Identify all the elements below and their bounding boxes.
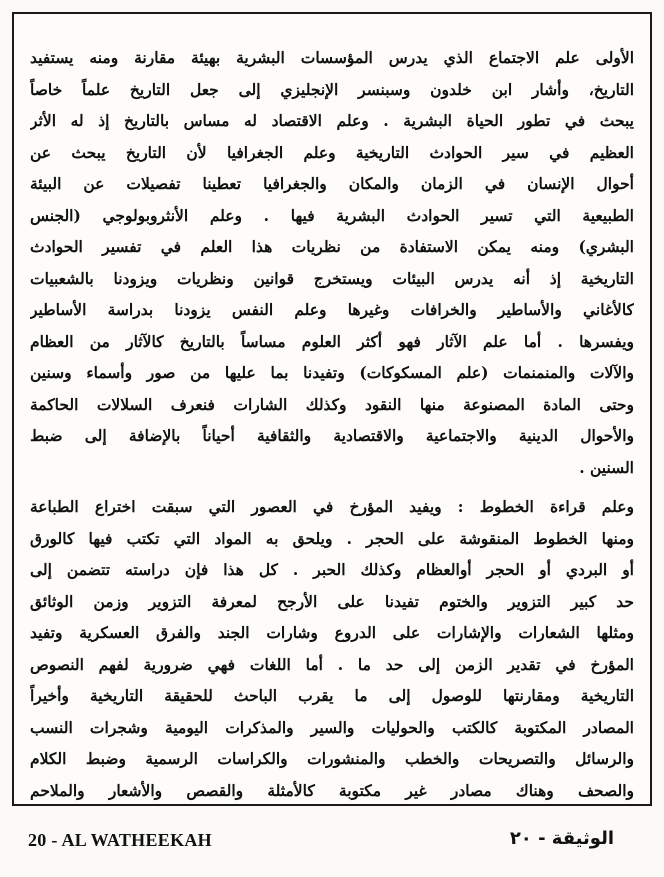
text-line: والآلات والمنمنمات (علم المسكوكات) وتفيدنا بما عليها من صور وأسماء وسنين — [30, 363, 634, 382]
text-line: ومنها الخطوط المنقوشة على الحجر . ويلحق به المواد التي تكتب فيها كالورق — [30, 528, 634, 548]
text-line: التاريخية ومقارنتها للوصول إلى ما يقرب الباحث للحقيقة التاريخية وأخيراً — [30, 686, 634, 705]
text-line: الطبيعية التي تسير الحوادث البشرية فيها . وعلم الأنثروبولوجي (الجنس — [30, 205, 634, 225]
text-line: كالأغاني والأساطير والخرافات وغيرها وعلم النفس يزودنا بدراسة الأساطير — [30, 300, 634, 319]
heading-continuation: : ويفيد المؤرخ في العصور التي سبقت اختراع الطباعة — [30, 497, 480, 516]
text-line: وحتى المادة المصنوعة منها النقود وكذلك الشارات فنعرف السلالات الحاكمة — [30, 394, 634, 414]
text-line: التاريخ، وأشار ابن خلدون وسبنسر الإنجليزي إلى جعل التاريخ علماً خاصاً — [30, 79, 634, 99]
page-footer — [0, 828, 664, 858]
footer-page-number-arabic: الوثيقة - ٢٠ — [509, 828, 614, 849]
article-body — [30, 42, 634, 806]
text-line: والرسائل والتصريحات والخطب والمنشورات والكراسات الرسمية وضبط الكلام — [30, 749, 634, 768]
text-line: حد كبير التزوير والختوم تفيدنا على الأرجح لمعرفة التزوير وزمن الوثائق — [30, 591, 634, 611]
text-line: العظيم في سير الحوادث التاريخية وعلم الجغرافيا لأن التاريخ يبحث عن — [30, 142, 634, 162]
text-line: يبحث في تطور الحياة البشرية . وعلم الاقتصاد له مساس بالتاريخ إذ له الأثر — [30, 111, 634, 130]
section-heading: وعلم قراءة الخطوط — [479, 497, 634, 516]
text-line: والأحوال الدينية والاجتماعية والاقتصادية والثقافية أحياناً بالإضافة إلى ضبط — [30, 426, 634, 445]
text-line: الأولى علم الاجتماع الذي يدرس المؤسسات البشرية بهيئة مقارنة ومنه يستفيد — [30, 48, 634, 67]
footer-page-number-latin: 20 - AL WATHEEKAH — [28, 830, 212, 850]
text-line: أو البردي أو الحجر أوالعظام وكذلك الحبر . كل هذا فإن دراسته تتضمن إلى — [30, 560, 634, 579]
text-line: السنين . — [579, 457, 634, 477]
text-line: ومثلها الشعارات والإشارات على الدروع وشارات الجند والفرق العسكرية وتفيد — [30, 623, 634, 642]
text-line: أحوال الإنسان في الزمان والمكان والجغرافيا تعطينا تفصيلات عن البيئة — [30, 174, 634, 193]
text-line: التاريخية إذ أنه يدرس البيئات ويستخرج قوانين ونظريات ويزودنا بالشعبيات — [30, 268, 634, 288]
page-frame — [12, 12, 652, 806]
text-line: والصحف وهناك مصادر غير مكتوبة كالأمثلة والقصص والأشعار والملاحم — [30, 780, 634, 800]
section-heading-line — [30, 491, 634, 523]
text-line: البشري) ومنه يمكن الاستفادة من نظريات هذا العلم في تفسير الحوادث — [30, 237, 634, 256]
text-line: المصادر المكتوبة كالكتب والحوليات والسير والمذكرات اليومية وشجرات النسب — [30, 717, 634, 737]
text-line: المؤرخ في تقدير الزمن إلى حد ما . أما اللغات فهي ضرورية لفهم النصوص — [30, 654, 634, 674]
text-line: ويفسرها . أما علم الآثار فهو أكثر العلوم مساساً بالتاريخ كالآثار من العظام — [30, 331, 634, 351]
